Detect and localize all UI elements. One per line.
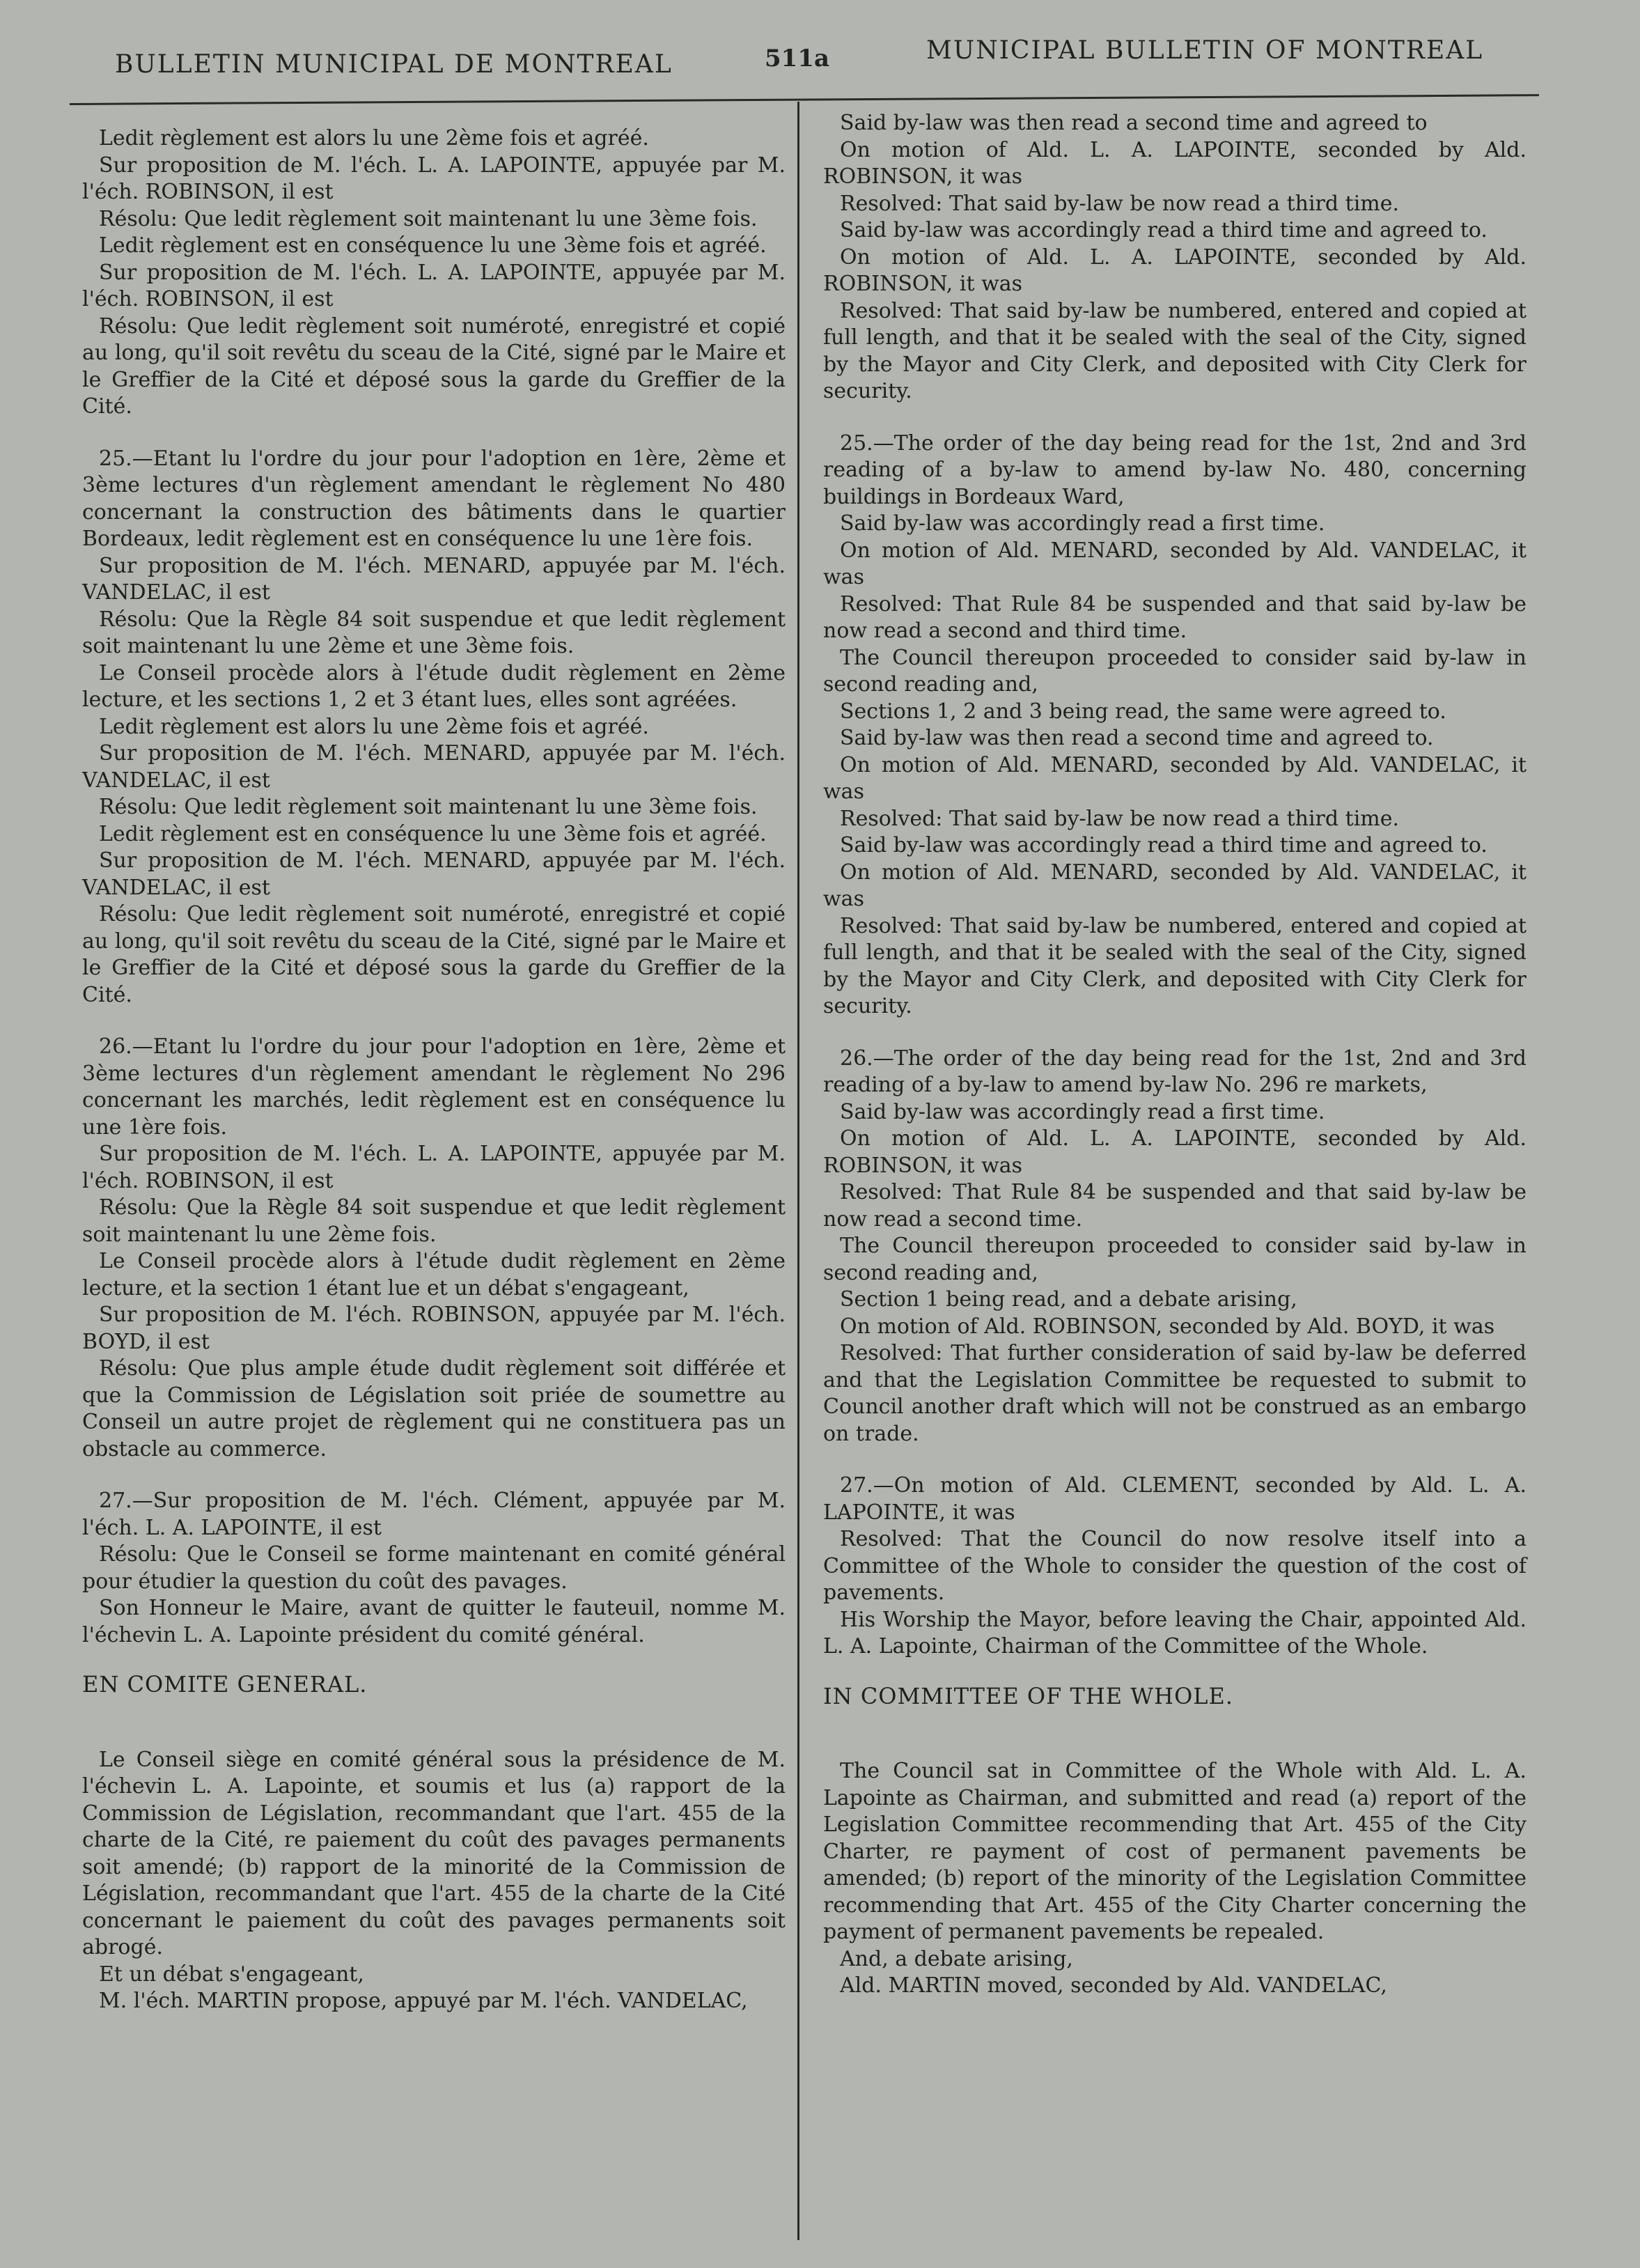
paragraph: Resolved: That the Council do now resolve itself into a Committee of the Whole to consider the question of the cost of pavements. <box>823 1527 1526 1605</box>
paragraph: On motion of Ald. L. A. LAPOINTE, seconded by Ald. ROBINSON, it was <box>823 137 1526 189</box>
page-header <box>0 29 1640 78</box>
paragraph: And, a debate arising, <box>840 1946 1073 1971</box>
paragraph: Sur proposition de M. l'éch. ROBINSON, appuyée par M. l'éch. BOYD, il est <box>82 1303 786 1354</box>
paragraph: Resolved: That said by-law be now read a third time. <box>840 806 1400 831</box>
paragraph: Résolu: Que ledit règlement soit maintenant lu une 3ème fois. <box>99 206 758 231</box>
paragraph: The Council sat in Committee of the Whole with Ald. L. A. Lapointe as Chairman, and submitted and read (a) report of the Legislation Committee recommending that Art. 455 of the City Charter, re payment of cost of permanent pavements be amended; (b) report of the minority of the Legislation Committee recommending that Art. 455 of the City Charter concerning the payment of permanent pavements be repealed. <box>823 1759 1526 1944</box>
header-rule <box>70 94 1539 105</box>
spacer <box>823 1020 1526 1046</box>
paragraph: 26.—The order of the day being read for the 1st, 2nd and 3rd reading of a by-law to amend by-law No. 296 re markets, <box>823 1046 1526 1097</box>
paragraph: Et un débat s'engageant, <box>99 1962 364 1987</box>
paragraph: M. l'éch. MARTIN propose, appuyé par M. l'éch. VANDELAC, <box>99 1989 748 2013</box>
column-divider <box>797 102 799 2240</box>
paragraph: Son Honneur le Maire, avant de quitter le fauteuil, nomme M. l'échevin L. A. Lapointe président du comité général. <box>82 1596 786 1647</box>
paragraph: Resolved: That further consideration of said by-law be deferred and that the Legislation Committee be requested to submit to Council another draft which will not be construed as an embargo on trade. <box>823 1341 1526 1446</box>
paragraph: On motion of Ald. MENARD, seconded by Ald. VANDELAC, it was <box>823 752 1526 804</box>
paragraph: Section 1 being read, and a debate arising, <box>840 1287 1297 1312</box>
french-column <box>82 125 786 2015</box>
paragraph: Le Conseil siège en comité général sous la présidence de M. l'échevin L. A. Lapointe, et soumis et lus (a) rapport de la Commission de Législation, recommandant que l'art. 455 de la charte de la Cité, re paiement du coût des pavages permanents soit amendé; (b) rapport de la minorité de la Commission de Législation, recommandant que l'art. 455 de la charte de la Cité concernant le paiement du coût des pavages permanents soit abrogé. <box>82 1747 786 1959</box>
paragraph: Résolu: Que la Règle 84 soit suspendue et que ledit règlement soit maintenant lu une 2ème et une 3ème fois. <box>82 607 786 658</box>
paragraph: Le Conseil procède alors à l'étude dudit règlement en 2ème lecture, et les sections 1, 2 et 3 étant lues, elles sont agréées. <box>82 660 786 712</box>
paragraph: Resolved: That said by-law be now read a third time. <box>840 191 1400 216</box>
paragraph: His Worship the Mayor, before leaving the Chair, appointed Ald. L. A. Lapointe, Chairman of the Committee of the Whole. <box>823 1607 1526 1659</box>
paragraph: On motion of Ald. L. A. LAPOINTE, seconded by Ald. ROBINSON, it was <box>823 244 1526 296</box>
paragraph: Sur proposition de M. l'éch. L. A. LAPOINTE, appuyée par M. l'éch. ROBINSON, il est <box>82 1142 786 1193</box>
spacer <box>823 405 1526 430</box>
paragraph: The Council thereupon proceeded to consider said by-law in second reading and, <box>823 1234 1526 1285</box>
paragraph: On motion of Ald. L. A. LAPOINTE, seconded by Ald. ROBINSON, it was <box>823 1126 1526 1178</box>
page-number: 511a <box>765 45 830 72</box>
paragraph: Resolved: That said by-law be numbered, entered and copied at full length, and that it be sealed with the seal of the City, signed by the Mayor and City Clerk, and deposited with City Clerk for security. <box>823 913 1526 1018</box>
paragraph: Resolved: That Rule 84 be suspended and that said by-law be now read a second time. <box>823 1180 1526 1232</box>
paragraph: Ald. MARTIN moved, seconded by Ald. VANDELAC, <box>840 1973 1387 1998</box>
paragraph: Said by-law was accordingly read a first time. <box>840 511 1325 536</box>
spacer <box>823 1447 1526 1473</box>
paragraph: Résolu: Que la Règle 84 soit suspendue et que ledit règlement soit maintenant lu une 2ème fois. <box>82 1195 786 1247</box>
paragraph: Said by-law was accordingly read a third time and agreed to. <box>840 218 1487 242</box>
paragraph: Sections 1, 2 and 3 being read, the same were agreed to. <box>840 699 1446 724</box>
paragraph: On motion of Ald. ROBINSON, seconded by Ald. BOYD, it was <box>840 1314 1495 1339</box>
paragraph: Résolu: Que le Conseil se forme maintenant en comité général pour étudier la question du coût des pavages. <box>82 1542 786 1594</box>
paragraph: Said by-law was then read a second time and agreed to. <box>840 726 1434 750</box>
paragraph: Ledit règlement est en conséquence lu une 3ème fois et agréé. <box>99 821 767 846</box>
paragraph: Resolved: That said by-law be numbered, entered and copied at full length, and that it be sealed with the seal of the City, signed by the Mayor and City Clerk, and deposited with City Clerk for security. <box>823 298 1526 403</box>
section-heading: EN COMITE GENERAL. <box>82 1671 368 1698</box>
spacer <box>82 1463 786 1488</box>
header-french-title: BULLETIN MUNICIPAL DE MONTREAL <box>115 50 673 79</box>
paragraph: Résolu: Que ledit règlement soit maintenant lu une 3ème fois. <box>99 795 758 819</box>
paragraph: 27.—On motion of Ald. CLEMENT, seconded by Ald. L. A. LAPOINTE, it was <box>823 1473 1526 1525</box>
paragraph: Ledit règlement est alors lu une 2ème fois et agréé. <box>99 126 649 150</box>
paragraph: Said by-law was accordingly read a third time and agreed to. <box>840 833 1487 857</box>
paragraph: On motion of Ald. MENARD, seconded by Ald. VANDELAC, it was <box>823 860 1526 911</box>
paragraph: Ledit règlement est alors lu une 2ème fois et agréé. <box>99 714 649 739</box>
paragraph: 26.—Etant lu l'ordre du jour pour l'adoption en 1ère, 2ème et 3ème lectures d'un règlement amendant le règlement No 296 concernant les marchés, ledit règlement est en conséquence lu une 1ère fois. <box>82 1034 786 1140</box>
header-english-title: MUNICIPAL BULLETIN OF MONTREAL <box>926 36 1484 65</box>
section-heading: IN COMMITTEE OF THE WHOLE. <box>823 1682 1234 1709</box>
paragraph: On motion of Ald. MENARD, seconded by Ald. VANDELAC, it was <box>823 538 1526 589</box>
paragraph: Le Conseil procède alors à l'étude dudit règlement en 2ème lecture, et la section 1 étant lue et un débat s'engageant, <box>82 1249 786 1300</box>
paragraph: Said by-law was accordingly read a first time. <box>840 1099 1325 1124</box>
paragraph: The Council thereupon proceeded to consider said by-law in second reading and, <box>823 645 1526 697</box>
english-column <box>823 110 1526 2000</box>
paragraph: 25.—Etant lu l'ordre du jour pour l'adoption en 1ère, 2ème et 3ème lectures d'un règlement amendant le règlement No 480 concernant la construction des bâtiments dans le quartier Bordeaux, ledit règlement est en conséquence lu une 1ère fois. <box>82 446 786 551</box>
paragraph: 27.—Sur proposition de M. l'éch. Clément, appuyée par M. l'éch. L. A. LAPOINTE, il est <box>82 1489 786 1540</box>
paragraph: Sur proposition de M. l'éch. L. A. LAPOINTE, appuyée par M. l'éch. ROBINSON, il est <box>82 260 786 311</box>
paragraph: Said by-law was then read a second time and agreed to <box>840 111 1428 135</box>
paragraph: Sur proposition de M. l'éch. MENARD, appuyée par M. l'éch. VANDELAC, il est <box>82 553 786 605</box>
paragraph: Résolu: Que ledit règlement soit numéroté, enregistré et copié au long, qu'il soit revêtu du sceau de la Cité, signé par le Maire et le Greffier de la Cité et déposé sous la garde du Greffier de la Cité. <box>82 902 786 1007</box>
paragraph: Résolu: Que plus ample étude dudit règlement soit différée et que la Commission de Législation soit priée de soumettre au Conseil un autre projet de règlement qui ne constituera pas un obstacle au commerce. <box>82 1356 786 1461</box>
paragraph: Sur proposition de M. l'éch. L. A. LAPOINTE, appuyée par M. l'éch. ROBINSON, il est <box>82 153 786 204</box>
paragraph: 25.—The order of the day being read for the 1st, 2nd and 3rd reading of a by-law to amend by-law No. 480, concerning buildings in Bordeaux Ward, <box>823 430 1526 509</box>
paragraph: Ledit règlement est en conséquence lu une 3ème fois et agréé. <box>99 233 767 258</box>
spacer <box>82 421 786 446</box>
paragraph: Resolved: That Rule 84 be suspended and that said by-law be now read a second and third time. <box>823 591 1526 643</box>
paragraph: Sur proposition de M. l'éch. MENARD, appuyée par M. l'éch. VANDELAC, il est <box>82 848 786 900</box>
paragraph: Sur proposition de M. l'éch. MENARD, appuyée par M. l'éch. VANDELAC, il est <box>82 741 786 793</box>
spacer <box>82 1009 786 1034</box>
paragraph: Résolu: Que ledit règlement soit numéroté, enregistré et copié au long, qu'il soit revêtu du sceau de la Cité, signé par le Maire et le Greffier de la Cité et déposé sous la garde du Greffier de la Cité. <box>82 313 786 419</box>
